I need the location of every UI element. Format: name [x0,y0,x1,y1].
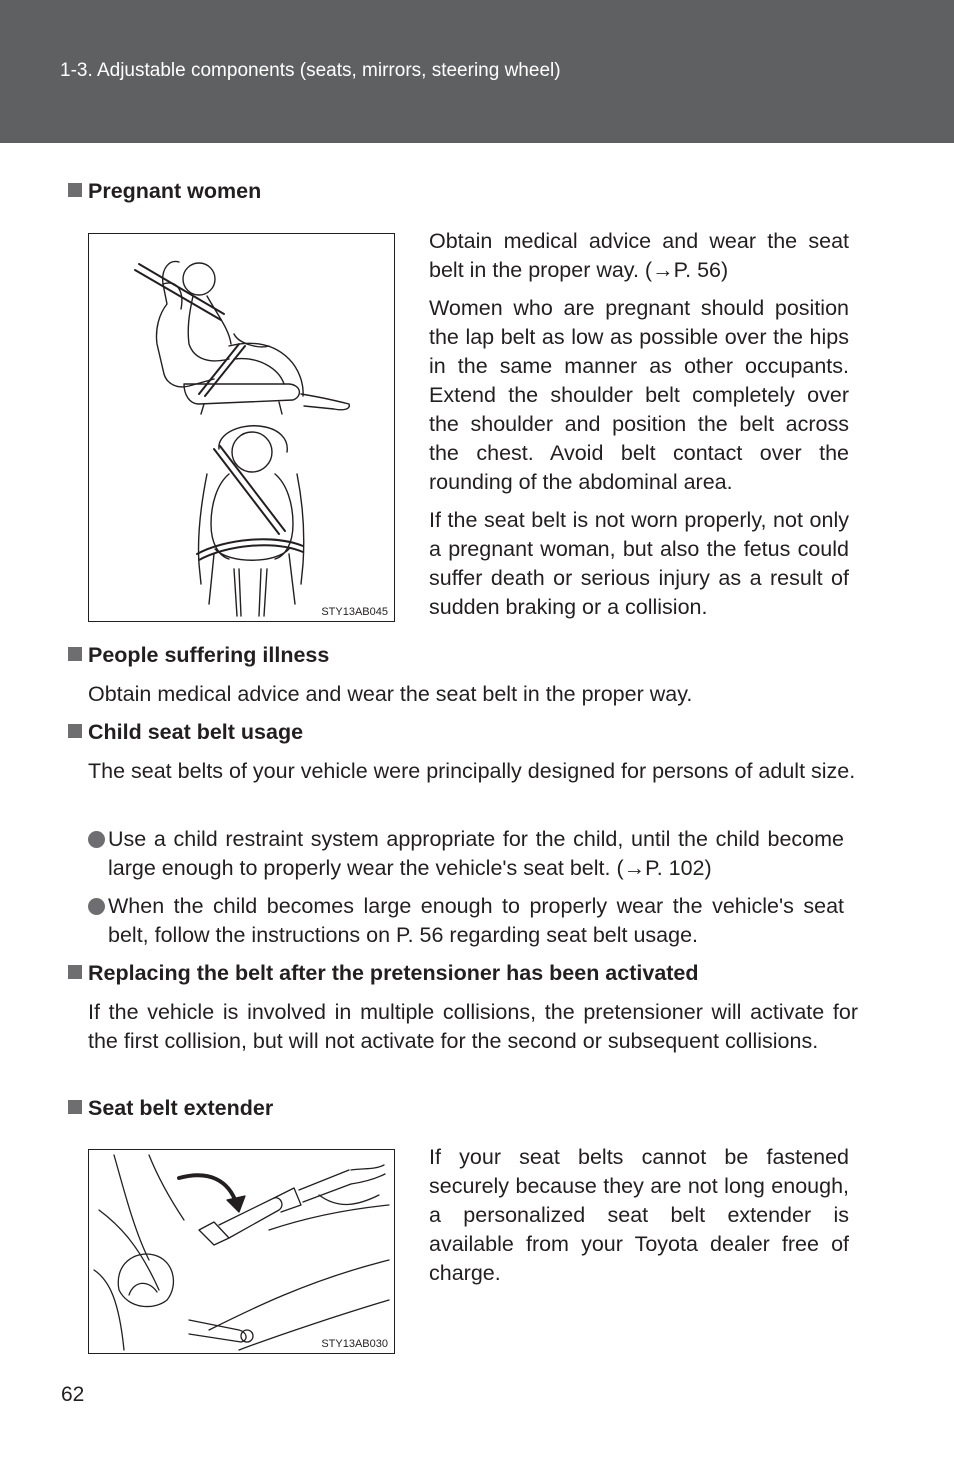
figure-code: STY13AB045 [321,606,388,618]
bullet-text: Use a child restraint system appropriate for the child, until the child become large enough to properly wear the vehicle's seat belt. (→P. 102) [108,827,844,880]
heading-text: People suffering illness [88,643,330,667]
page-header [0,0,954,143]
child-para: The seat belts of your vehicle were principally designed for persons of adult size. [88,759,856,783]
circle-bullet-icon [88,831,105,848]
heading-text: Pregnant women [88,179,262,203]
bullet-text: When the child becomes large enough to properly wear the vehicle's seat belt, follow the instructions on P. 56 regarding seat belt usage. [108,894,844,947]
figure-belt-extender [88,1149,395,1354]
section-heading-replacing [68,961,699,986]
illness-para: Obtain medical advice and wear the seat belt in the proper way. [88,682,693,706]
square-bullet-icon [68,724,82,738]
section-heading-extender [68,1096,273,1121]
heading-text: Child seat belt usage [88,720,304,744]
child-bullet-1 [88,825,844,883]
child-bullet-2 [88,892,844,950]
pregnant-para-2: Women who are pregnant should position the lap belt as low as possible over the hips in the same manner as other occupants. Extend the shoulder belt completely over the shoulder and position the belt across the chest. Avoid belt contact over the rounding of the abdominal area. [429,296,849,494]
page-number: 62 [61,1383,85,1406]
extender-para: If your seat belts cannot be fastened securely because they are not long enough, a personalized seat belt extender is available from your Toyota dealer free of charge. [429,1145,849,1285]
pregnant-para-1: Obtain medical advice and wear the seat belt in the proper way. (→P. 56) [429,229,849,282]
pregnant-para-3: If the seat belt is not worn properly, not only a pregnant woman, but also the fetus could suffer death or serious injury as a result of sudden braking or a collision. [429,508,849,619]
heading-text: Replacing the belt after the pretensioner has been activated [88,961,699,985]
square-bullet-icon [68,183,82,197]
heading-text: Seat belt extender [88,1096,274,1120]
figure-code: STY13AB030 [321,1338,388,1350]
breadcrumb: 1-3. Adjustable components (seats, mirrors, steering wheel) [60,60,561,81]
square-bullet-icon [68,965,82,979]
pregnant-woman-illustration [89,234,394,621]
replacing-para: If the vehicle is involved in multiple collisions, the pretensioner will activate for the first collision, but will not activate for the second or subsequent collisions. [88,1000,858,1053]
square-bullet-icon [68,647,82,661]
circle-bullet-icon [88,898,105,915]
figure-pregnant-seatbelt [88,233,395,622]
square-bullet-icon [68,1100,82,1114]
section-heading-illness [68,643,329,668]
section-heading-pregnant [68,179,261,204]
belt-extender-illustration [89,1150,394,1353]
section-heading-child [68,720,303,745]
